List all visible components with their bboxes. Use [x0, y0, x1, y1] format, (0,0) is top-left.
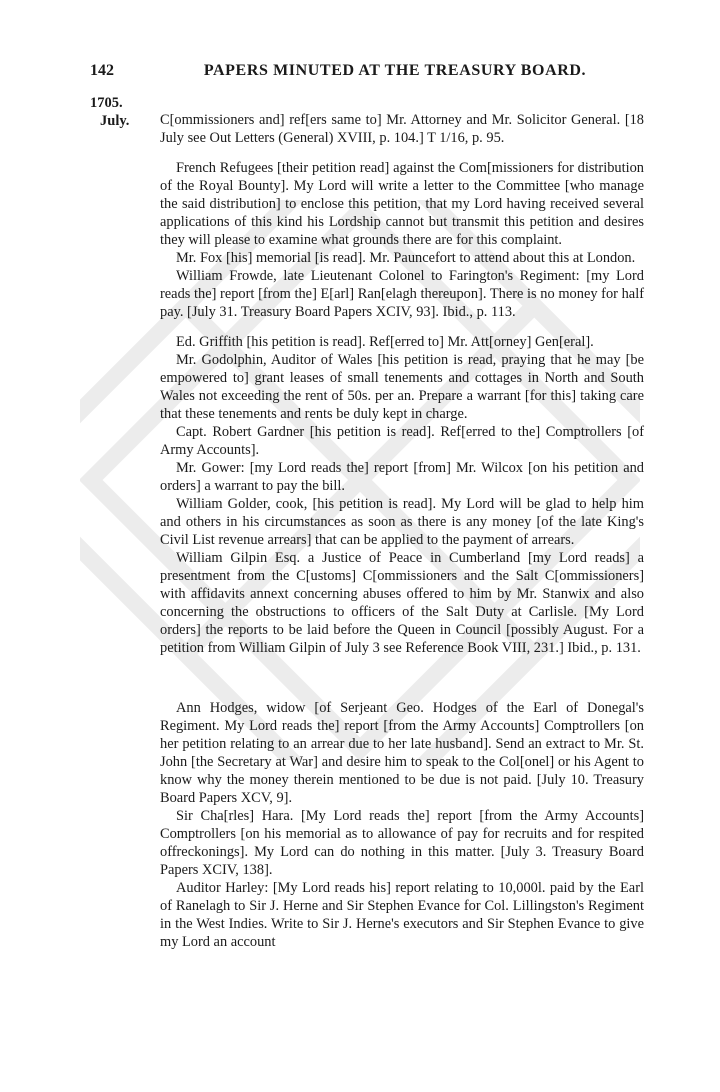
- margin-year: 1705.: [90, 95, 123, 111]
- entry-mr-gower: Mr. Gower: [my Lord reads the] report [from] Mr. Wilcox [on his petition and orders] a warrant to pay the bill.: [160, 460, 644, 494]
- entry-william-gilpin: William Gilpin Esq. a Justice of Peace in Cumberland [my Lord reads] a presentment from the C[ustoms] C[ommissioners and the Salt C[ommissioners] with affidavits annext concerning abuses offered to him by Mr. Stanwix and also concerning the obstructions to officers of the Salt Duty at Carlisle. [My Lord orders] the reports to be laid before the Queen in Council [possibly August. For a petition from William Gilpin of July 3 see Reference Book VIII, 231.] Ibid., p. 131.: [160, 550, 644, 656]
- page-number: 142: [90, 62, 114, 79]
- entry-william-golder: William Golder, cook, [his petition is read]. My Lord will be glad to help him and others in his circumstances as soon as there is any money [of the late King's Civil List revenue arrears] that can be applied to the payment of arrears.: [160, 496, 644, 548]
- page-header: [90, 62, 650, 86]
- body-text: [160, 111, 644, 951]
- entry-mr-godolphin: Mr. Godolphin, Auditor of Wales [his petition is read, praying that he may [be empowered to] grant leases of small tenements and cottages in North and South Wales not exceeding the rent of 50s. per an. Prepare a warrant [for this] taking care that these tenements and rents be duly kept in charge.: [160, 352, 644, 422]
- entry-charles-hara: Sir Cha[rles] Hara. [My Lord reads the] report [from the Army Accounts] Comptrollers [on his memorial as to allowance of pay for recruits and for respited offreckonings]. My Lord can do nothing in this matter. [July 3. Treasury Board Papers XCIV, 138].: [160, 808, 644, 878]
- entry-auditor-harley: Auditor Harley: [My Lord reads his] report relating to 10,000l. paid by the Earl of Ranelagh to Sir J. Herne and Sir Stephen Evance for Col. Lillingston's Regiment in the West Indies. Write to Sir J. Herne's executors and Sir Stephen Evance to give my Lord an account: [160, 880, 644, 950]
- entry-french-refugees: French Refugees [their petition read] against the Com[missioners for distribution of the Royal Bounty]. My Lord will write a letter to the Committee [who manage the said distribution] to enclose this petition, that my Lord having received several applications of this kind his Lordship cannot but transmit this petition and desires they will please to examine what grounds there are for this complaint.: [160, 160, 644, 248]
- entry-ann-hodges: Ann Hodges, widow [of Serjeant Geo. Hodges of the Earl of Donegal's Regiment. My Lord reads the] report [from the Army Accounts] Comptrollers [on her petition relating to an arrear due to her late husband]. Send an extract to Mr. St. John [the Secretary at War] and desire him to speak to the Col[onel] or his Agent to know why the money therein mentioned to be due is not paid. [July 10. Treasury Board Papers XCV, 9].: [160, 700, 644, 806]
- entry-ed-griffith: Ed. Griffith [his petition is read]. Ref[erred to] Mr. Att[orney] Gen[eral].: [176, 334, 594, 350]
- entry-mr-fox: Mr. Fox [his] memorial [is read]. Mr. Pauncefort to attend about this at London.: [176, 250, 636, 266]
- entry-robert-gardner: Capt. Robert Gardner [his petition is read]. Ref[erred to the] Comptrollers [of Army Accounts].: [160, 424, 644, 458]
- running-title: PAPERS MINUTED AT THE TREASURY BOARD.: [203, 62, 587, 79]
- margin-month: July.: [100, 113, 130, 129]
- entry-william-frowde: William Frowde, late Lieutenant Colonel to Farington's Regiment: [my Lord reads the] report [from the] E[arl] Ran[elagh thereupon]. There is no money for half pay. [July 31. Treasury Board Papers XCIV, 93]. Ibid., p. 113.: [160, 268, 644, 320]
- entry-attorney-reference: C[ommissioners and] ref[ers same to] Mr. Attorney and Mr. Solicitor General. [18 July see Out Letters (General) XVIII, p. 104.] T 1/16, p. 95.: [160, 112, 644, 146]
